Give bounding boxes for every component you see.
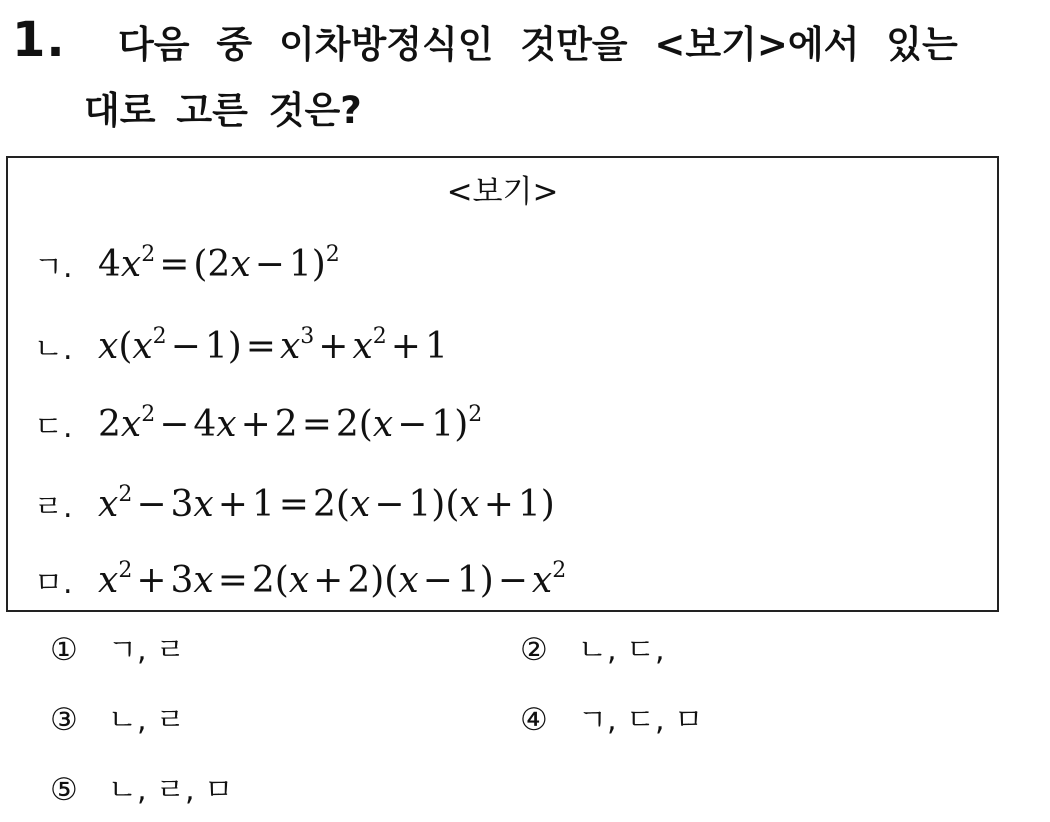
choice-number: ② [520,632,548,668]
choice-text: ㄴ, ㄹ, ㅁ [108,773,234,808]
choice-text: ㄴ, ㄹ [108,703,186,738]
example-item-marker: ㄷ. [34,410,73,445]
example-item-marker: ㄱ. [34,250,73,285]
example-item-marker: ㅁ. [34,566,73,601]
example-box [6,156,999,612]
example-box-title: <보기> [446,174,559,210]
choice-text: ㄴ, ㄷ, [578,633,665,668]
choice-number: ⑤ [50,772,78,808]
answer-choice-2[interactable] [520,628,665,673]
example-item-3 [34,394,482,454]
example-item-equation: $x^2 + 3x = 2(x + 2)(x - 1) - x^2$ [98,557,567,601]
example-item-5 [34,550,566,610]
answer-choice-1[interactable] [50,628,185,673]
example-item-equation: $4x^2 = (2x - 1)^2$ [98,241,340,285]
answer-choice-4[interactable] [520,698,703,743]
choice-number: ③ [50,702,78,738]
example-item-equation: $x^2 - 3x + 1 = 2(x - 1)(x + 1)$ [98,481,555,525]
question-text-line-2: 대로 고른 것은? [84,89,362,132]
question-number: 1. [12,12,66,68]
question-text-line-1: 다음 중 이차방정식인 것만을 <보기>에서 있는 [118,23,958,66]
choice-text: ㄱ, ㄷ, ㅁ [578,703,704,738]
example-item-marker: ㄴ. [34,332,73,367]
example-item-1 [34,234,340,294]
example-item-equation: $x(x^2 - 1) = x^3 + x^2 + 1$ [98,323,448,367]
example-item-equation: $2x^2 - 4x + 2 = 2(x - 1)^2$ [98,401,483,445]
answer-choice-3[interactable] [50,698,185,743]
example-item-4 [34,474,555,534]
example-item-2 [34,316,448,376]
choice-number: ④ [520,702,548,738]
answer-choice-5[interactable] [50,768,233,813]
choice-text: ㄱ, ㄹ [108,633,186,668]
choice-number: ① [50,632,78,668]
example-item-marker: ㄹ. [34,490,73,525]
